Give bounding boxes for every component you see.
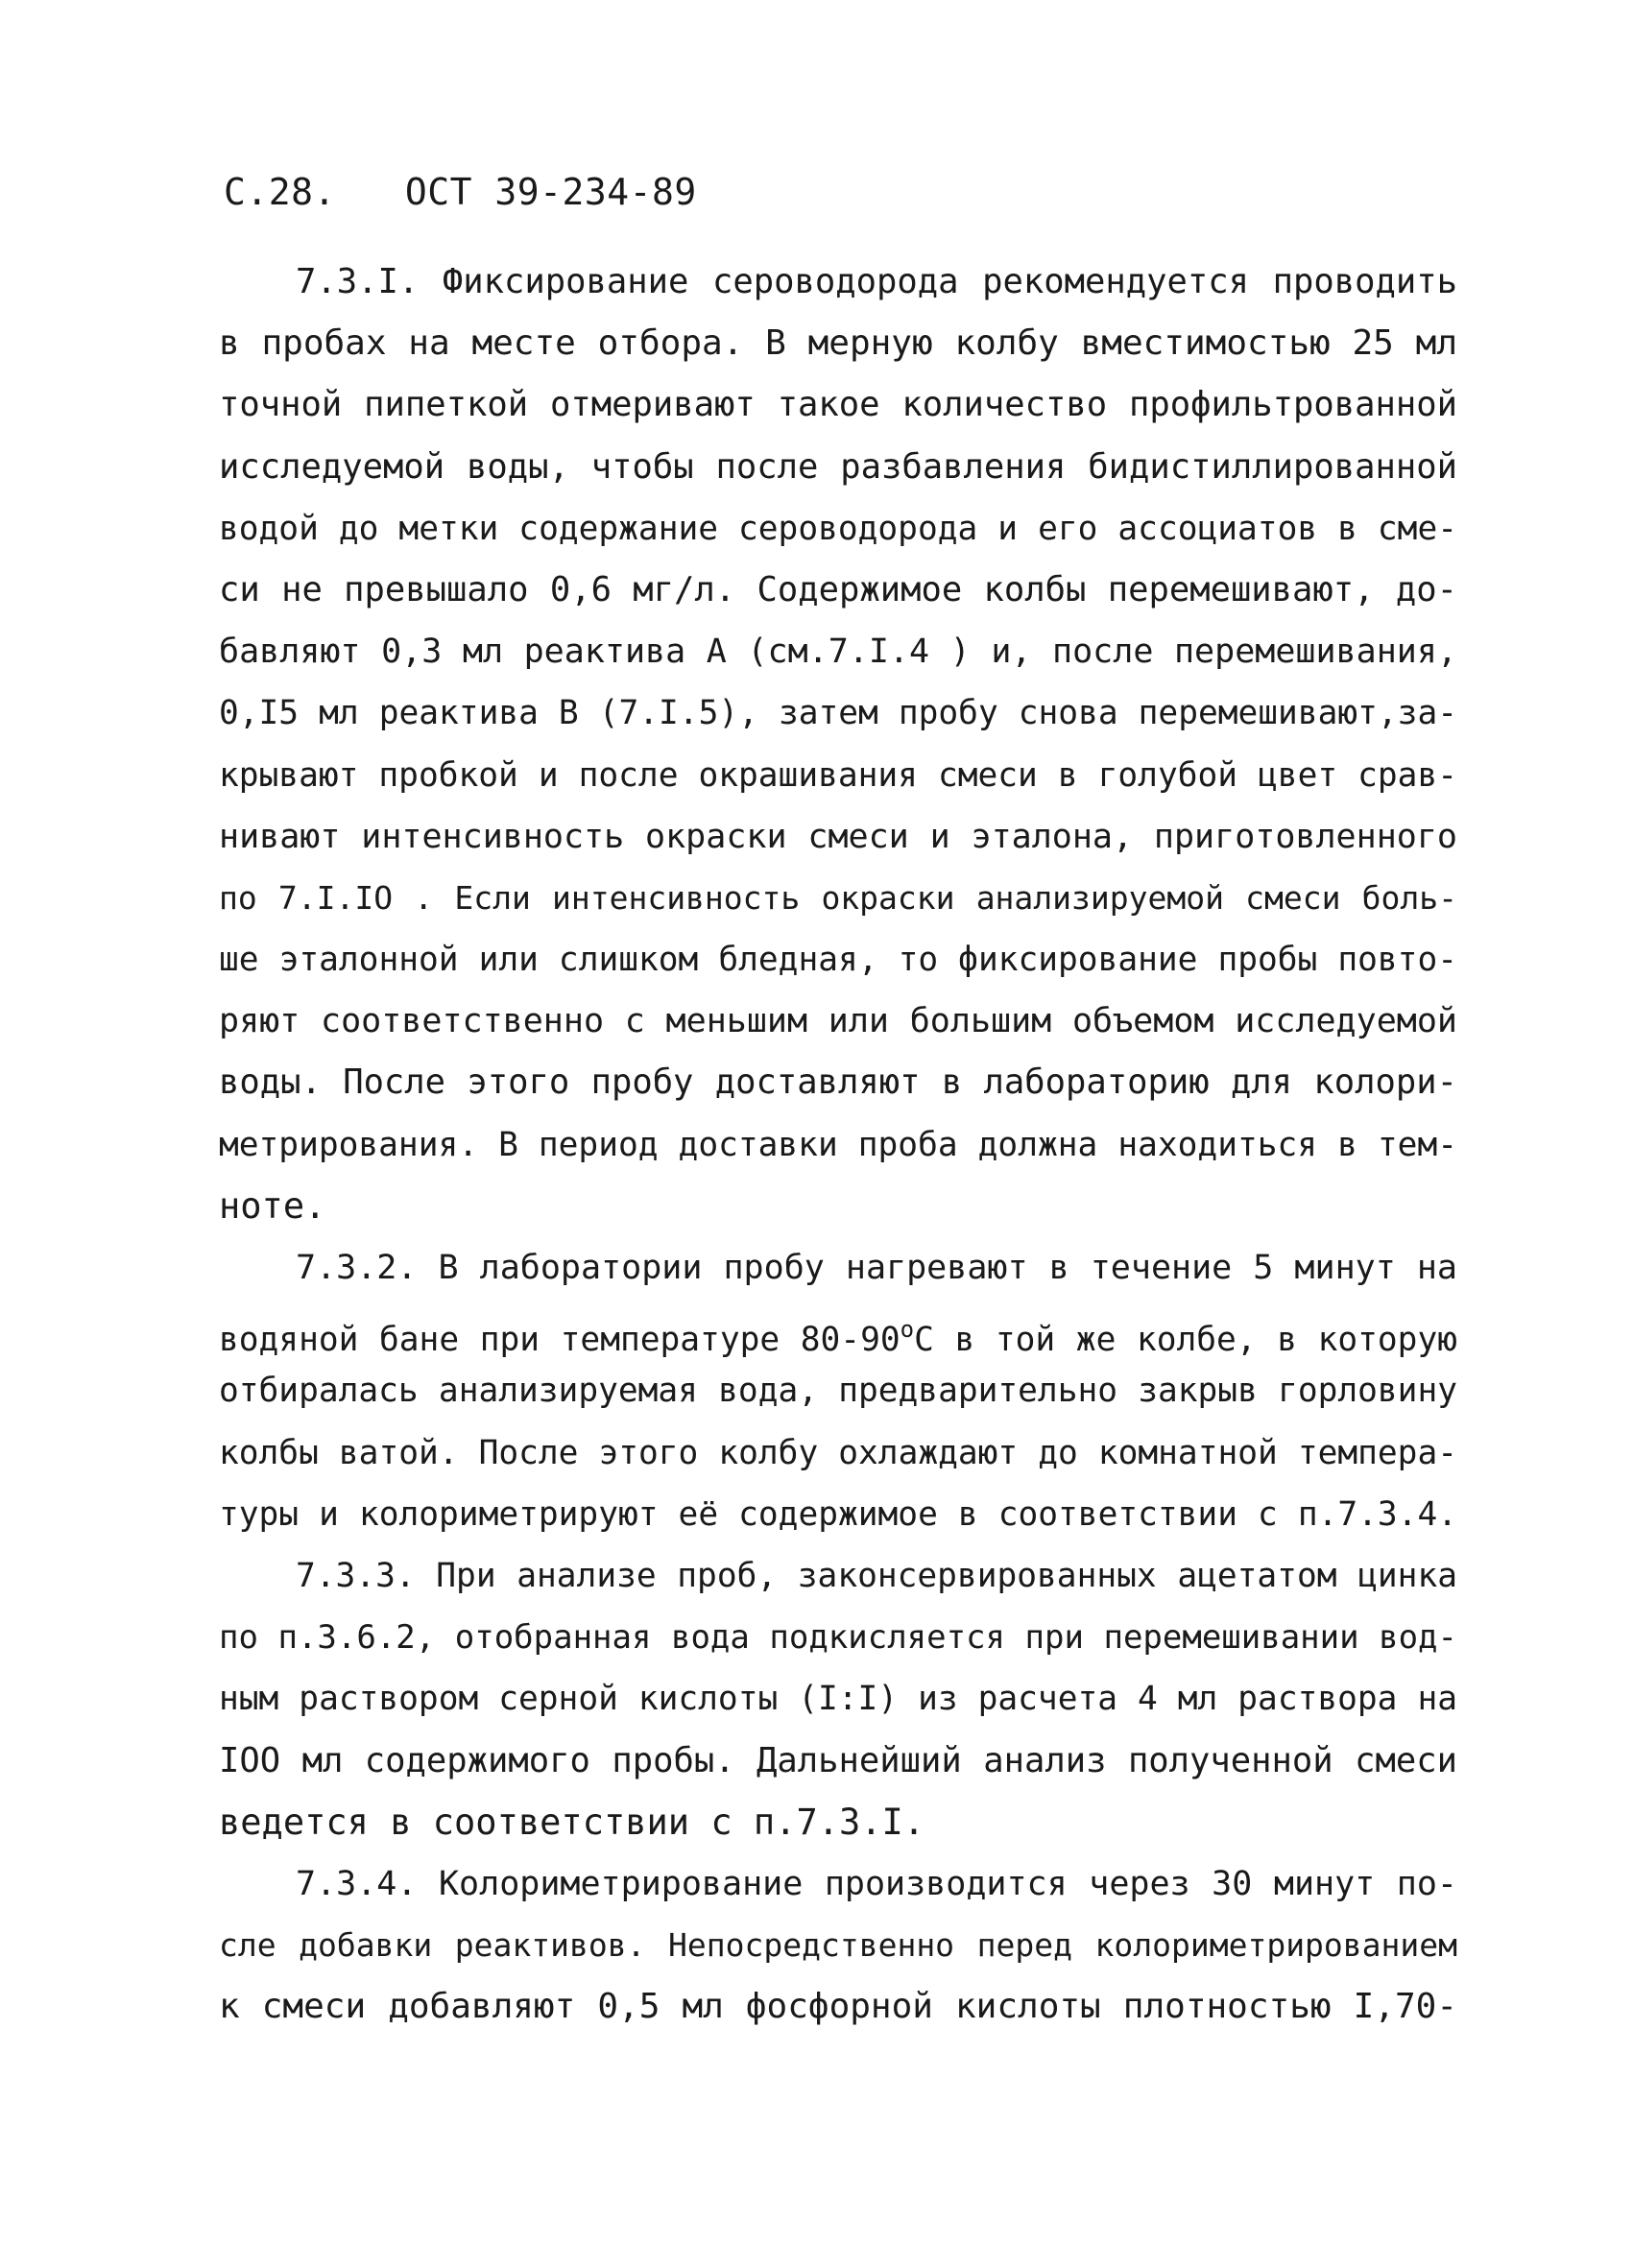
text-line-content: в пробах на месте отбора. В мерную колбу вместимостью 25 мл xyxy=(219,323,1457,364)
text-line xyxy=(219,374,1457,436)
text-line xyxy=(219,1731,1457,1792)
text-line xyxy=(219,1052,1457,1113)
text-line xyxy=(219,251,1457,313)
text-line-content: ведется в соответствии с п.7.3.I. xyxy=(219,1801,925,1843)
text-line-continuation: С в той же колбе, в которую xyxy=(914,1321,1457,1360)
text-line-content: 0,I5 мл реактива В (7.I.5), затем пробу снова перемешивают,за- xyxy=(219,694,1457,733)
text-line xyxy=(219,929,1457,991)
text-line-content: IOO мл содержимого пробы. Дальнейший анализ полученной смеси xyxy=(219,1740,1457,1780)
text-line-content: по 7.I.IO . Если интенсивность окраски анализируемой смеси боль- xyxy=(219,878,1457,917)
text-line xyxy=(219,1114,1457,1176)
text-line xyxy=(219,313,1457,374)
text-line xyxy=(219,1792,1457,1853)
text-line-content: 7.3.I. Фиксирование сероводорода рекомендуется проводить xyxy=(296,262,1457,301)
text-line xyxy=(219,1976,1457,2038)
text-line xyxy=(219,1237,1457,1299)
standard-code: ОСТ 39-234-89 xyxy=(404,171,697,213)
text-line xyxy=(219,437,1457,498)
text-line-content: точной пипеткой отмеривают такое количество профильтрованной xyxy=(219,385,1457,425)
text-line-content: водой до метки содержание сероводорода и его ассоциатов в сме- xyxy=(219,509,1457,548)
text-line xyxy=(219,1484,1457,1545)
text-line-content: ноте. xyxy=(219,1184,326,1227)
text-line-content: водяной бане при температуре 80-90 xyxy=(219,1321,901,1360)
text-line-content: колбы ватой. После этого колбу охлаждают до комнатной темпера- xyxy=(219,1433,1457,1472)
text-line-content: ным раствором серной кислоты (I:I) из расчета 4 мл раствора на xyxy=(219,1680,1457,1719)
body-text xyxy=(219,251,1457,2038)
text-line xyxy=(219,991,1457,1052)
text-line-content: воды. После этого пробу доставляют в лабораторию для колори- xyxy=(219,1062,1457,1103)
text-line xyxy=(219,1360,1457,1421)
text-line xyxy=(219,560,1457,621)
text-line xyxy=(219,868,1457,929)
text-line xyxy=(219,1299,1457,1360)
text-line-content: по п.3.6.2, отобранная вода подкисляется при перемешивании вод- xyxy=(219,1618,1457,1658)
text-line-content: ряют соответственно с меньшим или большим объемом исследуемой xyxy=(219,1002,1457,1041)
text-line-content: туры и колориметрируют её содержимое в соответствии с п.7.3.4. xyxy=(219,1494,1457,1534)
text-line xyxy=(219,682,1457,744)
text-line xyxy=(219,745,1457,806)
text-line-content: сле добавки реактивов. Непосредственно перед колориметрированием xyxy=(219,1926,1457,1965)
text-line-content: метрирования. В период доставки проба должна находиться в тем- xyxy=(219,1125,1457,1164)
text-line xyxy=(219,498,1457,560)
degree-superscript: o xyxy=(900,1316,915,1344)
text-line xyxy=(219,806,1457,868)
text-line-content: к смеси добавляют 0,5 мл фосфорной кислоты плотностью I,70- xyxy=(219,1987,1457,2027)
text-line xyxy=(219,621,1457,682)
text-line-content: исследуемой воды, чтобы после разбавления бидистиллированной xyxy=(219,446,1457,487)
text-line-content: крывают пробкой и после окрашивания смеси в голубой цвет срав- xyxy=(219,755,1457,795)
text-line-content: си не превышало 0,6 мг/л. Содержимое колбы перемешивают, до- xyxy=(219,569,1457,609)
text-line xyxy=(219,1853,1457,1915)
text-line xyxy=(219,1422,1457,1484)
text-line-content: 7.3.3. При анализе проб, законсервированных ацетатом цинка xyxy=(296,1556,1457,1595)
text-line-content: нивают интенсивность окраски смеси и эталона, приготовленного xyxy=(219,817,1457,856)
text-line xyxy=(219,1607,1457,1668)
text-line-content: 7.3.2. В лаборатории пробу нагревают в течение 5 минут на xyxy=(296,1249,1457,1287)
page-header xyxy=(224,171,697,213)
text-line-content: бавляют 0,3 мл реактива А (см.7.I.4 ) и, после перемешивания, xyxy=(219,633,1457,672)
text-line-content: ше эталонной или слишком бледная, то фиксирование пробы повто- xyxy=(219,941,1457,980)
text-line-content: 7.3.4. Колориметрирование производится через 30 минут по- xyxy=(296,1864,1457,1903)
text-line xyxy=(219,1545,1457,1607)
text-line-content: отбиралась анализируемая вода, предварительно закрыв горловину xyxy=(219,1372,1457,1411)
text-line xyxy=(219,1176,1457,1237)
page-number: С.28. xyxy=(224,171,336,213)
text-line xyxy=(219,1915,1457,1976)
text-line xyxy=(219,1668,1457,1730)
